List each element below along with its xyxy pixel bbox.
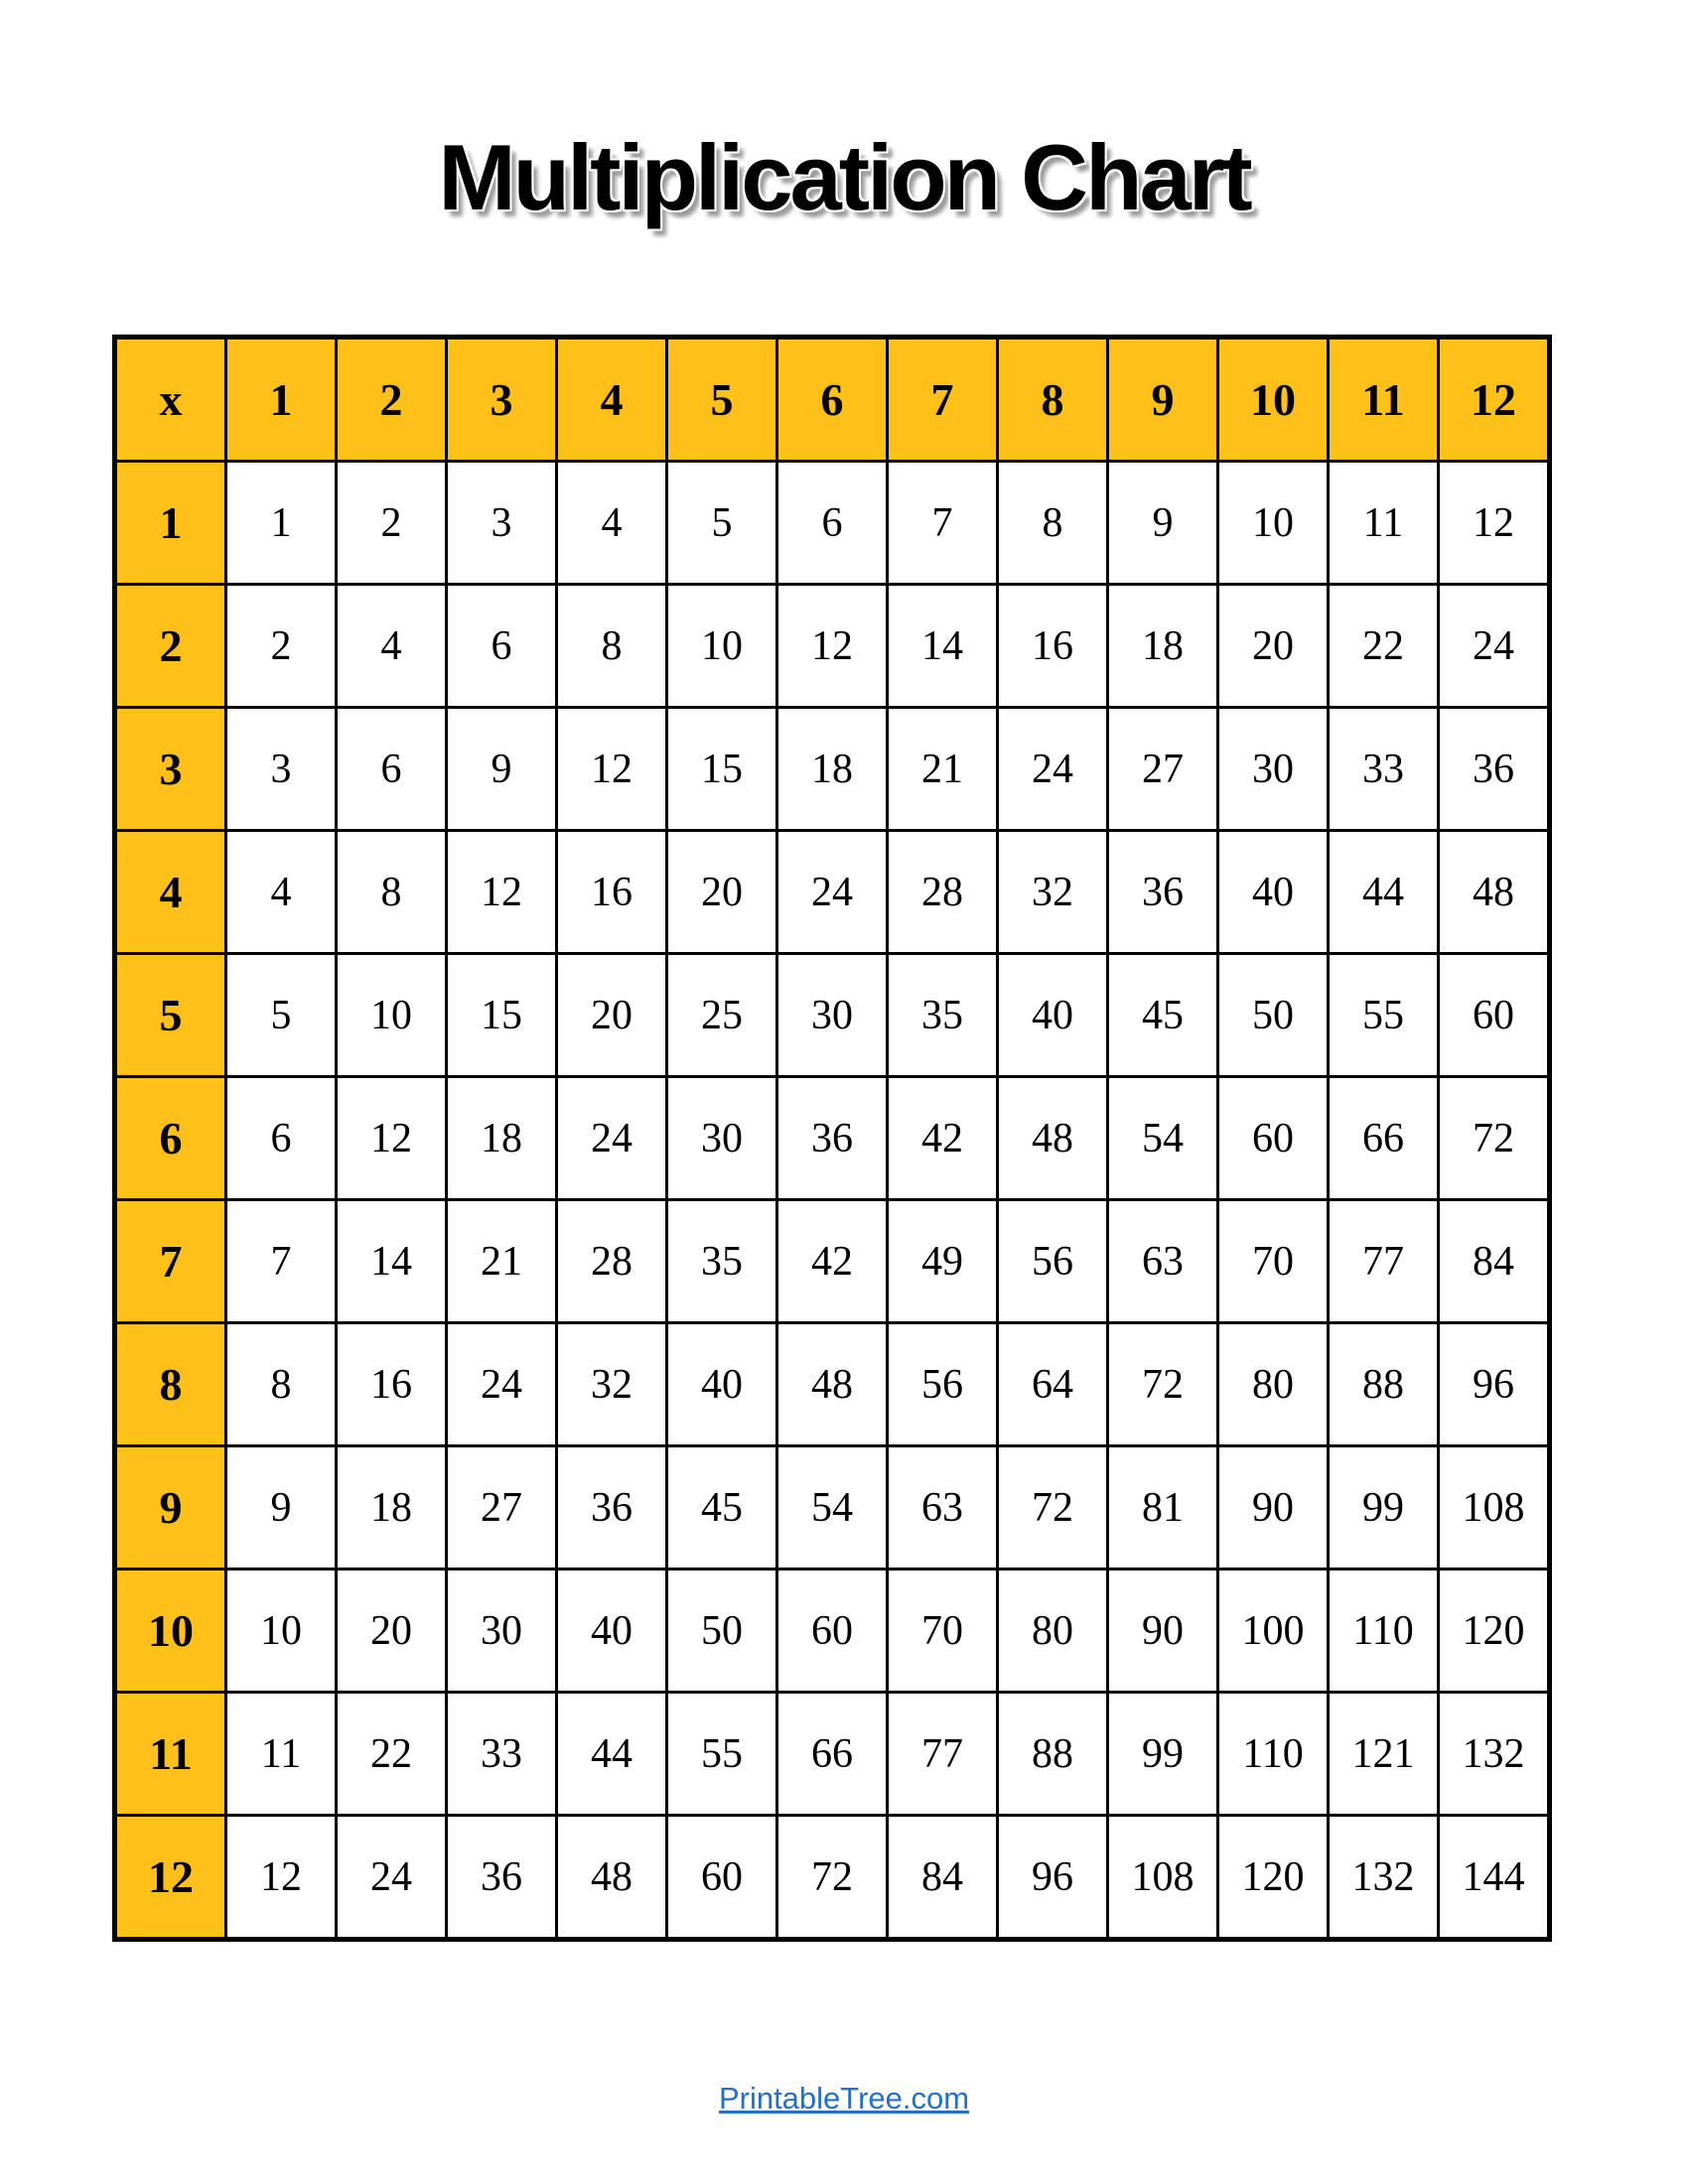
product-cell-11x4: 44 — [557, 1693, 667, 1816]
product-cell-12x4: 48 — [557, 1816, 667, 1940]
product-cell-3x10: 30 — [1218, 708, 1329, 831]
product-cell-7x7: 49 — [888, 1200, 998, 1323]
product-cell-9x11: 99 — [1329, 1446, 1439, 1570]
row-header-8: 8 — [115, 1323, 226, 1446]
product-cell-12x7: 84 — [888, 1816, 998, 1940]
product-cell-6x1: 6 — [226, 1077, 337, 1200]
product-cell-6x10: 60 — [1218, 1077, 1329, 1200]
product-cell-12x5: 60 — [667, 1816, 777, 1940]
product-cell-9x8: 72 — [998, 1446, 1108, 1570]
product-cell-4x7: 28 — [888, 831, 998, 954]
product-cell-3x12: 36 — [1439, 708, 1550, 831]
product-cell-5x3: 15 — [447, 954, 557, 1077]
product-cell-2x11: 22 — [1329, 585, 1439, 708]
product-cell-3x2: 6 — [337, 708, 447, 831]
table-row-11 — [115, 1693, 1550, 1816]
product-cell-4x12: 48 — [1439, 831, 1550, 954]
product-cell-9x12: 108 — [1439, 1446, 1550, 1570]
product-cell-1x8: 8 — [998, 462, 1108, 585]
product-cell-10x5: 50 — [667, 1570, 777, 1693]
product-cell-1x5: 5 — [667, 462, 777, 585]
product-cell-12x11: 132 — [1329, 1816, 1439, 1940]
product-cell-10x10: 100 — [1218, 1570, 1329, 1693]
product-cell-3x6: 18 — [777, 708, 888, 831]
product-cell-9x10: 90 — [1218, 1446, 1329, 1570]
footer — [0, 2081, 1688, 2116]
product-cell-12x6: 72 — [777, 1816, 888, 1940]
product-cell-5x9: 45 — [1108, 954, 1218, 1077]
product-cell-1x6: 6 — [777, 462, 888, 585]
product-cell-9x6: 54 — [777, 1446, 888, 1570]
product-cell-2x4: 8 — [557, 585, 667, 708]
product-cell-6x8: 48 — [998, 1077, 1108, 1200]
product-cell-6x12: 72 — [1439, 1077, 1550, 1200]
column-header-2: 2 — [337, 338, 447, 462]
product-cell-12x3: 36 — [447, 1816, 557, 1940]
product-cell-3x9: 27 — [1108, 708, 1218, 831]
product-cell-8x4: 32 — [557, 1323, 667, 1446]
product-cell-8x8: 64 — [998, 1323, 1108, 1446]
product-cell-1x7: 7 — [888, 462, 998, 585]
table-header-row — [115, 338, 1550, 462]
product-cell-1x10: 10 — [1218, 462, 1329, 585]
product-cell-3x3: 9 — [447, 708, 557, 831]
product-cell-2x8: 16 — [998, 585, 1108, 708]
product-cell-2x9: 18 — [1108, 585, 1218, 708]
column-header-9: 9 — [1108, 338, 1218, 462]
product-cell-12x8: 96 — [998, 1816, 1108, 1940]
product-cell-1x1: 1 — [226, 462, 337, 585]
product-cell-7x3: 21 — [447, 1200, 557, 1323]
product-cell-7x6: 42 — [777, 1200, 888, 1323]
product-cell-4x5: 20 — [667, 831, 777, 954]
table-row-5 — [115, 954, 1550, 1077]
product-cell-3x1: 3 — [226, 708, 337, 831]
product-cell-10x12: 120 — [1439, 1570, 1550, 1693]
product-cell-2x3: 6 — [447, 585, 557, 708]
column-header-4: 4 — [557, 338, 667, 462]
product-cell-1x11: 11 — [1329, 462, 1439, 585]
column-header-3: 3 — [447, 338, 557, 462]
product-cell-11x6: 66 — [777, 1693, 888, 1816]
product-cell-10x7: 70 — [888, 1570, 998, 1693]
product-cell-4x6: 24 — [777, 831, 888, 954]
product-cell-7x5: 35 — [667, 1200, 777, 1323]
product-cell-2x7: 14 — [888, 585, 998, 708]
product-cell-2x2: 4 — [337, 585, 447, 708]
row-header-5: 5 — [115, 954, 226, 1077]
product-cell-10x1: 10 — [226, 1570, 337, 1693]
product-cell-10x9: 90 — [1108, 1570, 1218, 1693]
column-header-1: 1 — [226, 338, 337, 462]
product-cell-8x12: 96 — [1439, 1323, 1550, 1446]
product-cell-1x3: 3 — [447, 462, 557, 585]
product-cell-4x4: 16 — [557, 831, 667, 954]
product-cell-11x5: 55 — [667, 1693, 777, 1816]
row-header-6: 6 — [115, 1077, 226, 1200]
product-cell-12x1: 12 — [226, 1816, 337, 1940]
product-cell-1x12: 12 — [1439, 462, 1550, 585]
product-cell-6x2: 12 — [337, 1077, 447, 1200]
product-cell-9x9: 81 — [1108, 1446, 1218, 1570]
table-row-6 — [115, 1077, 1550, 1200]
product-cell-4x1: 4 — [226, 831, 337, 954]
product-cell-7x8: 56 — [998, 1200, 1108, 1323]
product-cell-8x10: 80 — [1218, 1323, 1329, 1446]
page-title: Multiplication Chart — [438, 124, 1250, 229]
product-cell-5x11: 55 — [1329, 954, 1439, 1077]
product-cell-5x7: 35 — [888, 954, 998, 1077]
column-header-11: 11 — [1329, 338, 1439, 462]
product-cell-12x9: 108 — [1108, 1816, 1218, 1940]
product-cell-12x12: 144 — [1439, 1816, 1550, 1940]
product-cell-5x8: 40 — [998, 954, 1108, 1077]
table-row-2 — [115, 585, 1550, 708]
product-cell-5x4: 20 — [557, 954, 667, 1077]
product-cell-10x11: 110 — [1329, 1570, 1439, 1693]
table-row-4 — [115, 831, 1550, 954]
row-header-1: 1 — [115, 462, 226, 585]
product-cell-11x1: 11 — [226, 1693, 337, 1816]
corner-cell: x — [115, 338, 226, 462]
product-cell-2x6: 12 — [777, 585, 888, 708]
product-cell-12x2: 24 — [337, 1816, 447, 1940]
product-cell-6x11: 66 — [1329, 1077, 1439, 1200]
product-cell-11x8: 88 — [998, 1693, 1108, 1816]
product-cell-5x2: 10 — [337, 954, 447, 1077]
row-header-9: 9 — [115, 1446, 226, 1570]
column-header-5: 5 — [667, 338, 777, 462]
product-cell-11x3: 33 — [447, 1693, 557, 1816]
row-header-12: 12 — [115, 1816, 226, 1940]
product-cell-5x5: 25 — [667, 954, 777, 1077]
product-cell-1x2: 2 — [337, 462, 447, 585]
table-row-9 — [115, 1446, 1550, 1570]
product-cell-9x3: 27 — [447, 1446, 557, 1570]
product-cell-7x4: 28 — [557, 1200, 667, 1323]
row-header-7: 7 — [115, 1200, 226, 1323]
table-row-8 — [115, 1323, 1550, 1446]
product-cell-6x9: 54 — [1108, 1077, 1218, 1200]
table-body — [115, 462, 1550, 1940]
product-cell-6x4: 24 — [557, 1077, 667, 1200]
row-header-4: 4 — [115, 831, 226, 954]
product-cell-4x10: 40 — [1218, 831, 1329, 954]
column-header-12: 12 — [1439, 338, 1550, 462]
product-cell-10x6: 60 — [777, 1570, 888, 1693]
product-cell-9x7: 63 — [888, 1446, 998, 1570]
product-cell-11x10: 110 — [1218, 1693, 1329, 1816]
product-cell-7x1: 7 — [226, 1200, 337, 1323]
row-header-11: 11 — [115, 1693, 226, 1816]
product-cell-6x3: 18 — [447, 1077, 557, 1200]
column-header-7: 7 — [888, 338, 998, 462]
product-cell-8x3: 24 — [447, 1323, 557, 1446]
column-header-10: 10 — [1218, 338, 1329, 462]
multiplication-table — [112, 335, 1552, 1942]
product-cell-7x11: 77 — [1329, 1200, 1439, 1323]
product-cell-4x11: 44 — [1329, 831, 1439, 954]
row-header-10: 10 — [115, 1570, 226, 1693]
product-cell-4x3: 12 — [447, 831, 557, 954]
product-cell-10x3: 30 — [447, 1570, 557, 1693]
product-cell-8x5: 40 — [667, 1323, 777, 1446]
product-cell-2x5: 10 — [667, 585, 777, 708]
product-cell-5x6: 30 — [777, 954, 888, 1077]
product-cell-11x12: 132 — [1439, 1693, 1550, 1816]
product-cell-12x10: 120 — [1218, 1816, 1329, 1940]
product-cell-8x2: 16 — [337, 1323, 447, 1446]
product-cell-8x7: 56 — [888, 1323, 998, 1446]
product-cell-5x12: 60 — [1439, 954, 1550, 1077]
product-cell-2x12: 24 — [1439, 585, 1550, 708]
product-cell-8x6: 48 — [777, 1323, 888, 1446]
product-cell-3x8: 24 — [998, 708, 1108, 831]
product-cell-3x11: 33 — [1329, 708, 1439, 831]
product-cell-7x10: 70 — [1218, 1200, 1329, 1323]
product-cell-10x4: 40 — [557, 1570, 667, 1693]
table-row-10 — [115, 1570, 1550, 1693]
table-row-7 — [115, 1200, 1550, 1323]
table-row-3 — [115, 708, 1550, 831]
product-cell-6x7: 42 — [888, 1077, 998, 1200]
product-cell-1x9: 9 — [1108, 462, 1218, 585]
product-cell-2x1: 2 — [226, 585, 337, 708]
product-cell-11x11: 121 — [1329, 1693, 1439, 1816]
product-cell-8x11: 88 — [1329, 1323, 1439, 1446]
column-header-6: 6 — [777, 338, 888, 462]
product-cell-8x9: 72 — [1108, 1323, 1218, 1446]
product-cell-1x4: 4 — [557, 462, 667, 585]
product-cell-2x10: 20 — [1218, 585, 1329, 708]
product-cell-9x1: 9 — [226, 1446, 337, 1570]
product-cell-9x4: 36 — [557, 1446, 667, 1570]
product-cell-4x2: 8 — [337, 831, 447, 954]
product-cell-10x8: 80 — [998, 1570, 1108, 1693]
product-cell-6x6: 36 — [777, 1077, 888, 1200]
row-header-2: 2 — [115, 585, 226, 708]
product-cell-7x12: 84 — [1439, 1200, 1550, 1323]
product-cell-4x8: 32 — [998, 831, 1108, 954]
product-cell-10x2: 20 — [337, 1570, 447, 1693]
product-cell-9x5: 45 — [667, 1446, 777, 1570]
product-cell-3x7: 21 — [888, 708, 998, 831]
product-cell-11x2: 22 — [337, 1693, 447, 1816]
table-row-1 — [115, 462, 1550, 585]
product-cell-11x7: 77 — [888, 1693, 998, 1816]
product-cell-8x1: 8 — [226, 1323, 337, 1446]
footer-link[interactable]: PrintableTree.com — [718, 2081, 970, 2116]
product-cell-7x9: 63 — [1108, 1200, 1218, 1323]
row-header-3: 3 — [115, 708, 226, 831]
table-row-12 — [115, 1816, 1550, 1940]
product-cell-7x2: 14 — [337, 1200, 447, 1323]
product-cell-11x9: 99 — [1108, 1693, 1218, 1816]
product-cell-4x9: 36 — [1108, 831, 1218, 954]
product-cell-3x4: 12 — [557, 708, 667, 831]
product-cell-6x5: 30 — [667, 1077, 777, 1200]
product-cell-5x10: 50 — [1218, 954, 1329, 1077]
product-cell-9x2: 18 — [337, 1446, 447, 1570]
column-header-8: 8 — [998, 338, 1108, 462]
product-cell-5x1: 5 — [226, 954, 337, 1077]
product-cell-3x5: 15 — [667, 708, 777, 831]
